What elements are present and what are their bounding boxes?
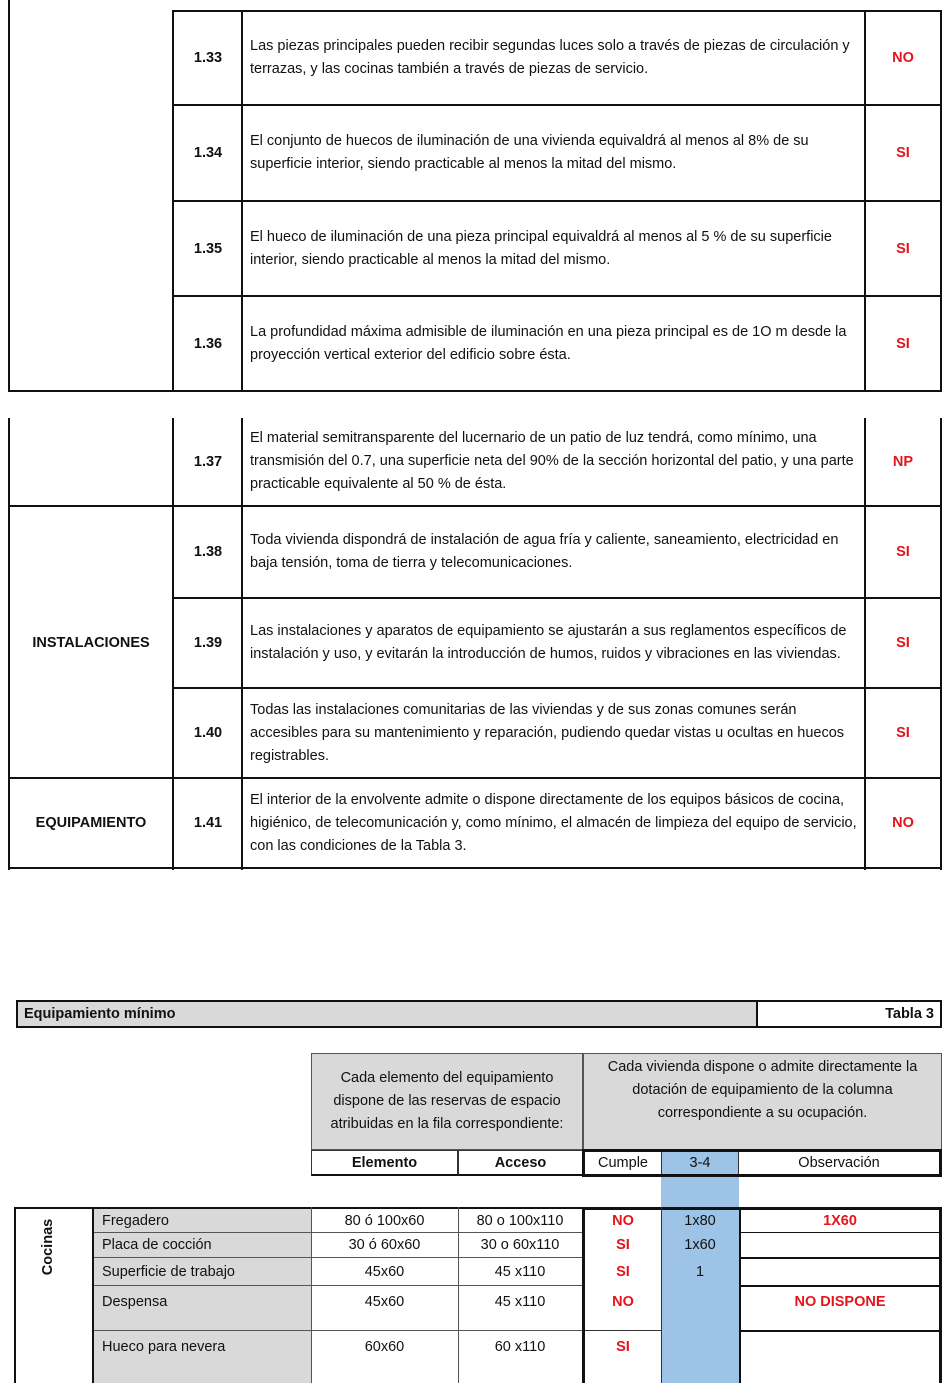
status-badge: SI [896,335,910,352]
col-header-elemento: Elemento [311,1150,458,1176]
elemento-value: 45x60 [364,1294,405,1310]
cumple-value: SI [616,1339,630,1355]
header-dotacion: Cada vivienda dispone o admite directamente la dotación de equipamiento de la columna correspondiente a su ocupación. [583,1053,942,1150]
criterion-text: El conjunto de huecos de iluminación de una vivienda equivaldrá al menos al 8% de su superficie interior, siendo practicable al menos la mitad del mismo. [250,133,809,172]
status-badge: NP [892,453,914,470]
cumple-value: NO [612,1294,634,1310]
tabla-3-label: Tabla 3 [885,1006,934,1022]
status-badge: SI [896,635,910,651]
status-badge: NO [892,50,914,66]
observacion-value [741,1334,939,1360]
tabla-3-title-bar [16,1000,756,1028]
acceso-value: 45 x110 [494,1264,546,1280]
criterion-text: Toda vivienda dispondrá de instalación de agua fría y caliente, saneamiento, electricidad en baja tensión, toma de tierra y telecomunicaciones. [250,532,839,571]
observacion-value [741,1259,939,1285]
elemento-value: 80 ó 100x60 [344,1212,425,1229]
criterion-code: 1.41 [193,815,223,831]
equipment-name: Superficie de trabajo [102,1264,235,1280]
criterion-code: 1.34 [193,145,223,161]
criterion-code: 1.35 [193,240,223,257]
elemento-value: 60x60 [364,1339,405,1355]
criterion-text: Las piezas principales pueden recibir segundas luces solo a través de piezas de circulación y terrazas, y las cocinas también a través de piezas de servicio. [250,38,850,77]
criterion-text: Las instalaciones y aparatos de equipamiento se ajustarán a sus reglamentos específicos de instalación y uso, y evitarán la introducción de humos, ruidos y vibraciones en las viviendas. [250,623,847,662]
criterion-code: 1.37 [193,453,223,470]
criterion-text: La profundidad máxima admisible de iluminación en una pieza principal es de 1O m desde la proyección vertical exterior del edificio sobre ésta. [250,323,847,363]
equipment-name: Fregadero [102,1212,169,1229]
elemento-value: 45x60 [364,1264,405,1280]
equipment-name: Hueco para nevera [102,1339,226,1355]
status-badge: SI [896,145,910,161]
equipment-name: Placa de cocción [102,1237,212,1253]
status-badge: NO [892,815,914,831]
col-header-cumple: Cumple [598,1155,648,1171]
acceso-value: 80 o 100x110 [476,1212,564,1229]
acceso-value: 60 x110 [494,1339,546,1355]
criterion-text: El hueco de iluminación de una pieza principal equivaldrá al menos al 5 % de su superficie interior, siendo practicable al menos la mitad del mismo. [250,228,832,268]
equipment-name: Despensa [102,1294,168,1310]
criterion-text: El interior de la envolvente admite o dispone directamente de los equipos básicos de cocina, higiénico, de telecomunicación y, como mínimo, el almacén de limpieza del equipo de servicio, con las condiciones de la Tabla 3. [250,791,857,854]
criterion-code: 1.33 [193,50,223,66]
criterion-code: 1.36 [193,335,223,352]
observacion-value [741,1233,939,1257]
group-label-cocinas: Cocinas [40,1218,57,1276]
dotacion-value: 1x60 [684,1237,716,1253]
acceso-value: 30 o 60x110 [480,1237,560,1253]
header-reservas: Cada elemento del equipamiento dispone de las reservas de espacio atribuidas en la fila correspondiente: [311,1053,583,1150]
criterion-text: Todas las instalaciones comunitarias de las viviendas y de sus zonas comunes serán accesibles para su mantenimiento y reparación, pudiendo quedar vistas u ocultas en huecos registrables. [250,701,845,764]
criterion-code: 1.39 [193,635,223,651]
criterion-code: 1.40 [193,725,223,741]
acceso-value: 45 x110 [494,1294,546,1310]
col-header-ocupacion: 3-4 [661,1152,739,1174]
tabla-3-label-box [756,1000,942,1028]
cumple-value: SI [616,1264,630,1280]
status-badge: SI [896,240,910,257]
dotacion-value: 1 [695,1264,705,1280]
col-header-observacion: Observación [798,1155,880,1171]
elemento-value: 30 ó 60x60 [348,1237,421,1253]
observacion-value: NO DISPONE [794,1294,886,1310]
observacion-value: 1X60 [823,1212,857,1229]
dotacion-value [661,1334,739,1360]
status-badge: SI [896,544,910,560]
criterion-code: 1.38 [193,544,223,560]
section-label-equipamiento: EQUIPAMIENTO [35,815,147,831]
status-badge: SI [896,725,910,741]
dotacion-value [661,1289,739,1315]
tabla-3-title: Equipamiento mínimo [24,1006,176,1022]
col-header-acceso: Acceso [458,1150,583,1176]
cumple-value: NO [612,1212,634,1229]
section-label-instalaciones: INSTALACIONES [32,635,150,651]
criterion-text: El material semitransparente del lucernario de un patio de luz tendrá, como mínimo, una transmisión del 0.7, una superficie neta del 90% de la sección horizontal del patio, y una parte practicable equivalente al 50 % de ésta. [250,430,854,492]
cumple-value: SI [616,1237,630,1253]
dotacion-value: 1x80 [684,1212,716,1229]
